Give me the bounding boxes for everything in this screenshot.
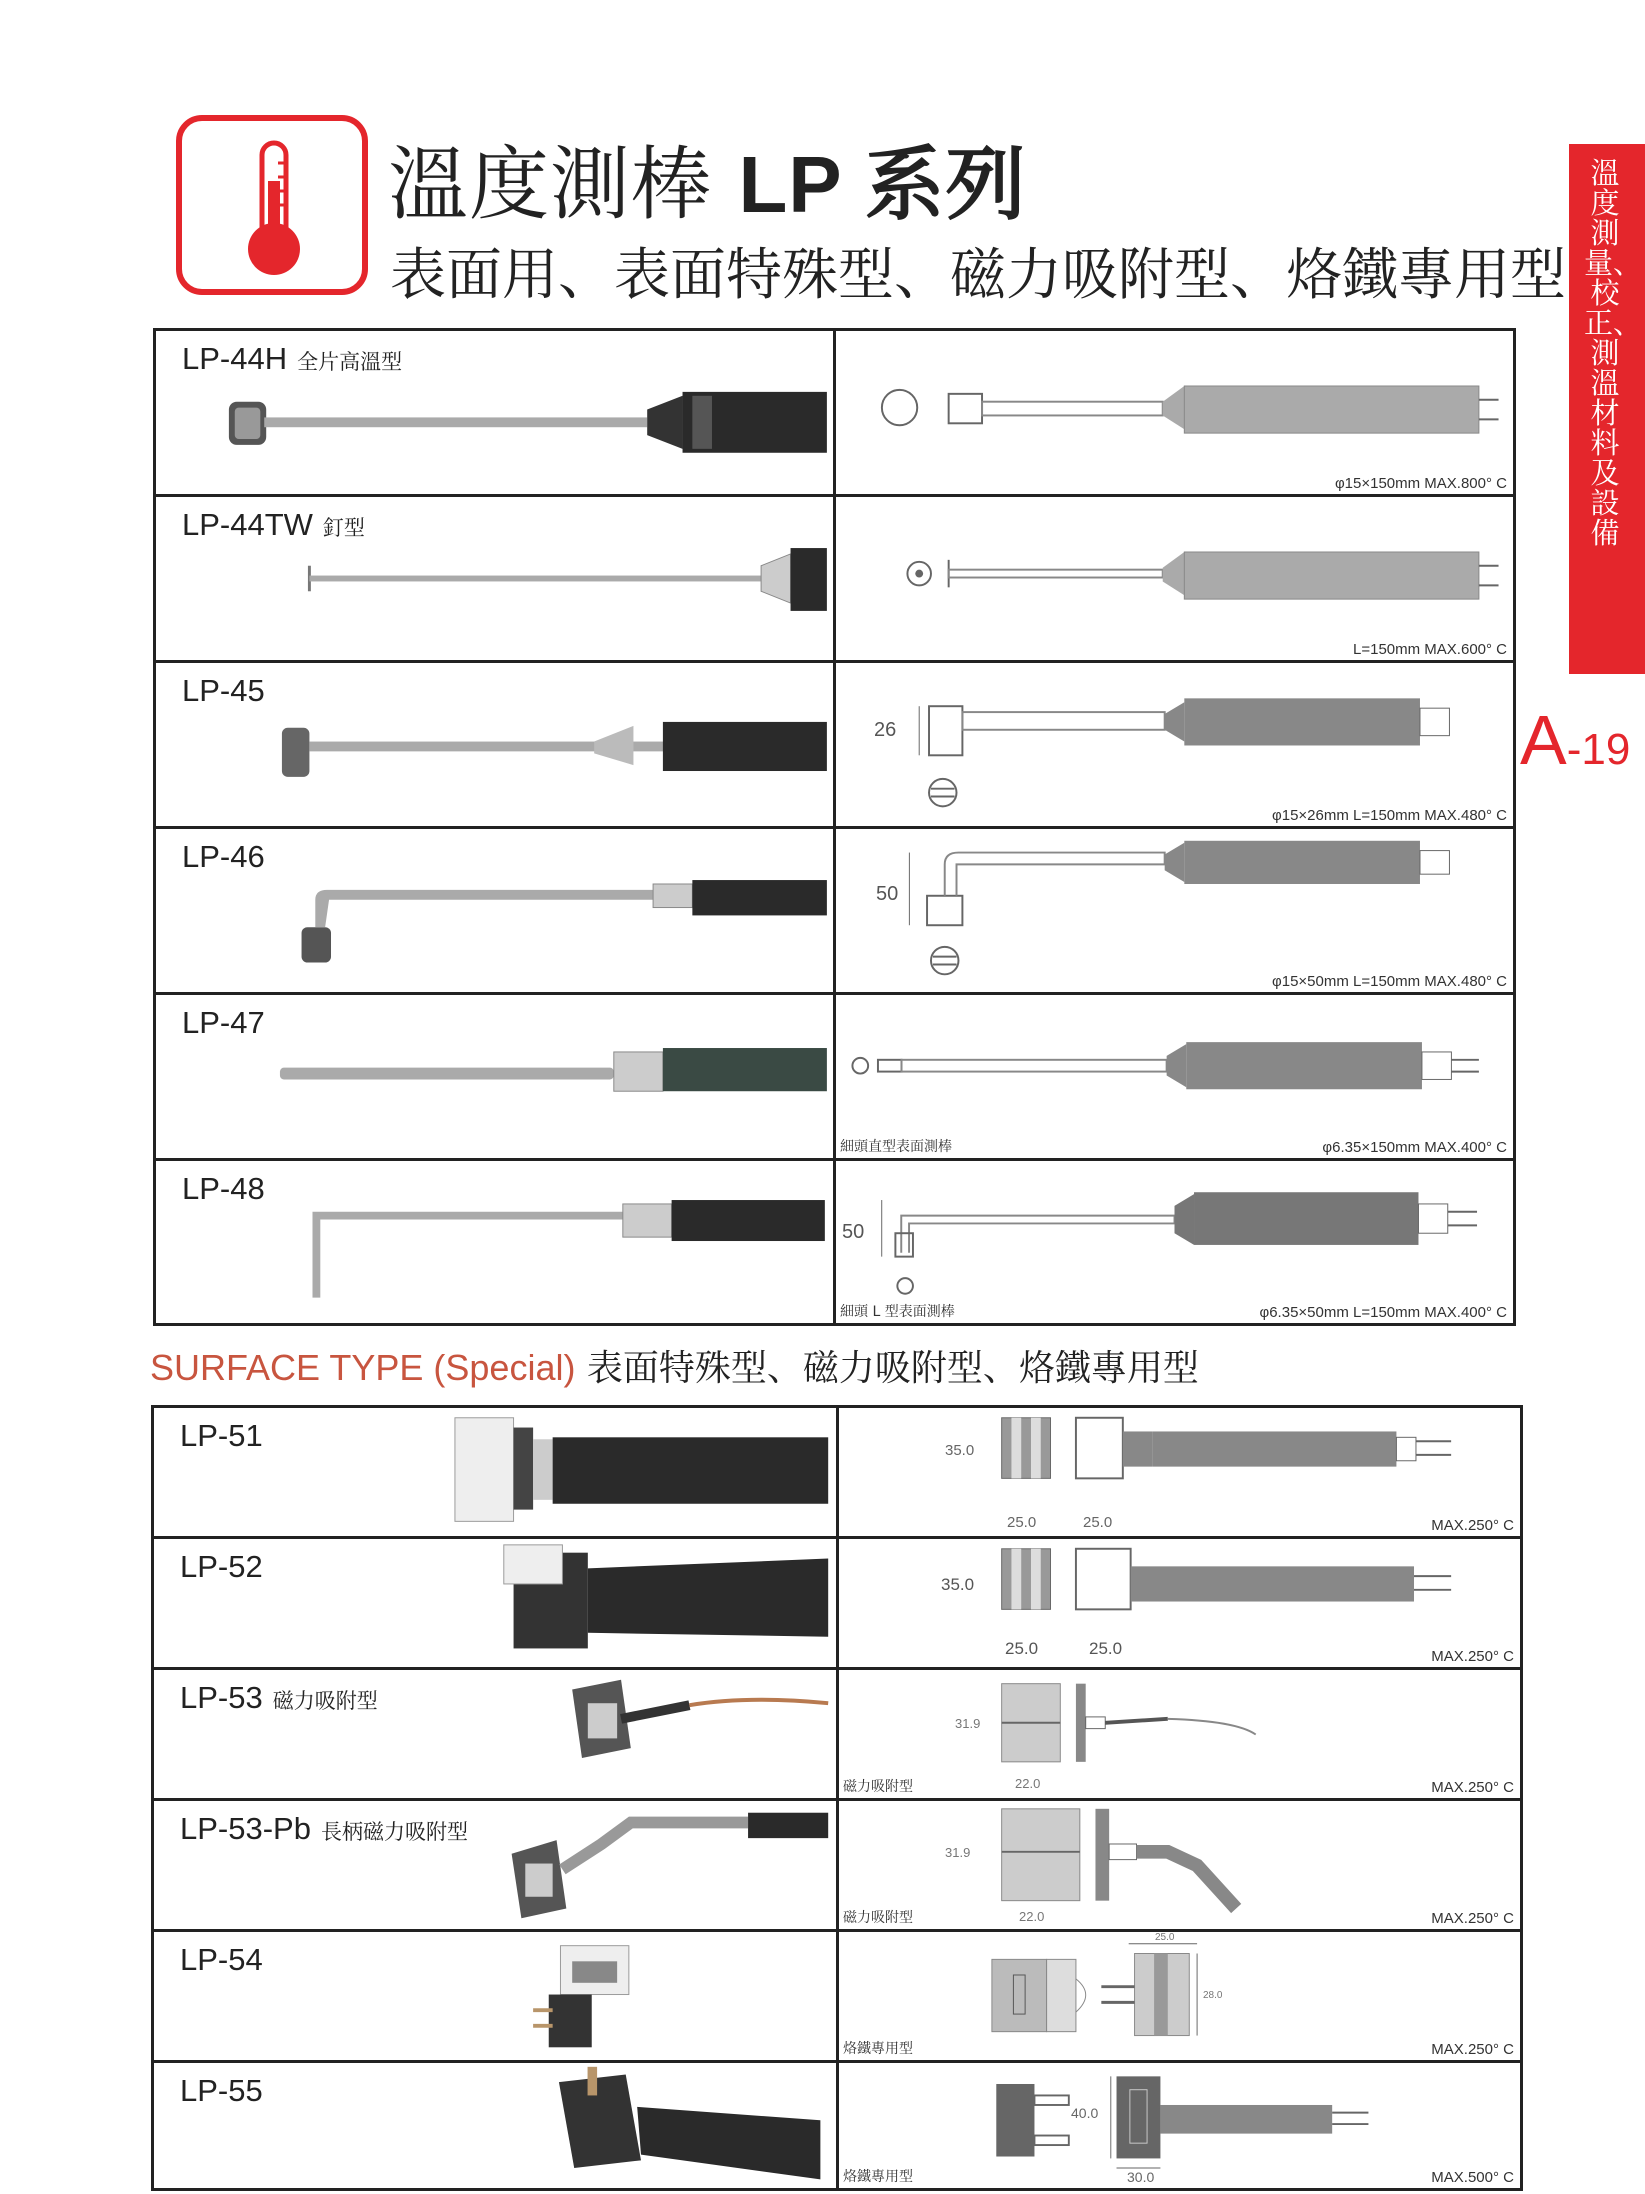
model-label: LP-53 磁力吸附型 (180, 1680, 378, 1715)
section-title-en: SURFACE TYPE (Special) (150, 1347, 576, 1388)
probe-drawing-icon (839, 1408, 1520, 1536)
probe-table-standard (153, 328, 1516, 1326)
probe-photo (154, 1408, 836, 1536)
table-row (156, 995, 1513, 1161)
table-row (154, 1539, 1520, 1670)
table-row (156, 663, 1513, 829)
probe-drawing (836, 1161, 1513, 1323)
probe-photo-icon (154, 1932, 836, 2060)
note-text: 細頭直型表面測棒 (840, 1139, 952, 1155)
page-number (1520, 700, 1630, 780)
model-label: LP-46 (182, 839, 265, 874)
probe-table-special (151, 1405, 1523, 2191)
probe-photo-icon (156, 995, 833, 1158)
dimension-label: 35.0 (945, 1442, 975, 1459)
dimension-label: 35.0 (941, 1575, 975, 1594)
spec-text: MAX.250° C (1431, 1648, 1514, 1665)
probe-photo-icon (154, 2063, 836, 2188)
model-label: LP-44H 全片高溫型 (182, 341, 403, 376)
table-row (154, 1408, 1520, 1539)
page-digits: -19 (1566, 725, 1631, 774)
probe-drawing (836, 497, 1513, 660)
table-row (154, 1670, 1520, 1801)
probe-photo-icon (154, 1801, 836, 1929)
probe-drawing-icon (839, 1539, 1520, 1667)
probe-photo-icon (156, 331, 833, 494)
dimension-label: 31.9 (955, 1716, 981, 1731)
model-label: LP-52 (180, 1549, 263, 1584)
model-label: LP-48 (182, 1171, 265, 1206)
probe-photo (154, 2063, 836, 2188)
probe-photo-icon (154, 1539, 836, 1667)
probe-photo-icon (154, 1670, 836, 1798)
page-title (388, 140, 1026, 230)
probe-photo-icon (156, 497, 833, 660)
spec-text: φ6.35×150mm MAX.400° C (1322, 1139, 1507, 1156)
dimension-label: 25.0 (1007, 1514, 1037, 1531)
probe-drawing (836, 331, 1513, 494)
spec-text: φ15×50mm L=150mm MAX.480° C (1272, 973, 1507, 990)
probe-photo (156, 497, 833, 660)
table-row (156, 331, 1513, 497)
dimension-label: 25.0 (1083, 1514, 1113, 1531)
table-row (156, 497, 1513, 663)
section-heading (150, 1340, 1199, 1391)
model-label: LP-47 (182, 1005, 265, 1040)
model-label: LP-44TW 釘型 (182, 507, 365, 542)
probe-photo (154, 1801, 836, 1929)
probe-drawing-icon (836, 1161, 1513, 1323)
side-tab-text: 溫度測量、校正、測溫材料及設備 (1584, 156, 1643, 550)
probe-photo (154, 1539, 836, 1667)
dimension-label: 28.0 (1203, 1990, 1223, 2001)
dimension-label: 50 (842, 1221, 865, 1243)
probe-photo (156, 829, 833, 992)
note-text: 細頭 L 型表面測棒 (840, 1304, 955, 1320)
spec-text: MAX.250° C (1431, 2041, 1514, 2058)
probe-photo (156, 331, 833, 494)
section-title-cn: 表面特殊型、磁力吸附型、烙鐵專用型 (586, 1348, 1199, 1389)
probe-drawing-icon (836, 497, 1513, 660)
spec-text: MAX.250° C (1431, 1779, 1514, 1796)
model-label: LP-53-Pb 長柄磁力吸附型 (180, 1811, 468, 1846)
probe-drawing (836, 829, 1513, 992)
table-row (154, 1932, 1520, 2063)
probe-drawing-icon (839, 1932, 1520, 2060)
dimension-label: 31.9 (945, 1845, 971, 1860)
probe-photo (154, 1670, 836, 1798)
probe-photo-icon (156, 663, 833, 826)
probe-photo (156, 995, 833, 1158)
probe-photo (154, 1932, 836, 2060)
probe-drawing-icon (839, 1801, 1520, 1929)
dimension-label: 25.0 (1089, 1639, 1123, 1658)
probe-photo-icon (154, 1408, 836, 1536)
dimension-label: 22.0 (1019, 1909, 1045, 1924)
probe-drawing (839, 1539, 1520, 1667)
model-label: LP-51 (180, 1418, 263, 1453)
dimension-label: 26 (874, 719, 897, 741)
dimension-label: 25.0 (1155, 1932, 1175, 1943)
spec-text: MAX.500° C (1431, 2169, 1514, 2186)
table-row (154, 1801, 1520, 1932)
spec-text: L=150mm MAX.600° C (1353, 641, 1507, 658)
note-text: 烙鐵專用型 (843, 2169, 913, 2185)
probe-photo (156, 663, 833, 826)
table-row (154, 2063, 1520, 2188)
probe-drawing (839, 1670, 1520, 1798)
probe-drawing (836, 663, 1513, 826)
probe-drawing (839, 2063, 1520, 2188)
thermometer-logo (176, 115, 368, 295)
spec-text: φ15×150mm MAX.800° C (1334, 475, 1507, 492)
model-label: LP-54 (180, 1942, 263, 1977)
table-row (156, 1161, 1513, 1323)
probe-drawing (839, 1801, 1520, 1929)
probe-drawing-icon (836, 663, 1513, 826)
spec-text: φ15×26mm L=150mm MAX.480° C (1272, 807, 1507, 824)
note-text: 磁力吸附型 (843, 1910, 913, 1926)
probe-drawing-icon (836, 331, 1513, 494)
spec-text: MAX.250° C (1431, 1910, 1514, 1927)
probe-drawing (836, 995, 1513, 1158)
probe-drawing (839, 1408, 1520, 1536)
spec-text: MAX.250° C (1431, 1517, 1514, 1534)
thermometer-icon (182, 121, 362, 289)
model-label: LP-45 (182, 673, 265, 708)
dimension-label: 30.0 (1127, 2169, 1155, 2185)
probe-drawing-icon (836, 995, 1513, 1158)
title-series: LP 系列 (738, 140, 1027, 229)
model-label: LP-55 (180, 2073, 263, 2108)
probe-photo-icon (156, 829, 833, 992)
title-cn: 溫度測棒 (388, 138, 712, 231)
note-text: 烙鐵專用型 (843, 2041, 913, 2057)
probe-drawing-icon (836, 829, 1513, 992)
spec-text: φ6.35×50mm L=150mm MAX.400° C (1259, 1304, 1507, 1321)
probe-drawing (839, 1932, 1520, 2060)
probe-drawing-icon (839, 1670, 1520, 1798)
probe-photo (156, 1161, 833, 1323)
table-row (156, 829, 1513, 995)
dimension-label: 40.0 (1071, 2105, 1099, 2121)
dimension-label: 50 (876, 883, 899, 905)
note-text: 磁力吸附型 (843, 1779, 913, 1795)
dimension-label: 22.0 (1015, 1776, 1041, 1791)
probe-drawing-icon (839, 2063, 1520, 2188)
dimension-label: 25.0 (1005, 1639, 1039, 1658)
page-letter: A (1520, 701, 1567, 779)
page-subtitle: 表面用、表面特殊型、磁力吸附型、烙鐵專用型 (390, 243, 1566, 308)
probe-photo-icon (156, 1161, 833, 1323)
